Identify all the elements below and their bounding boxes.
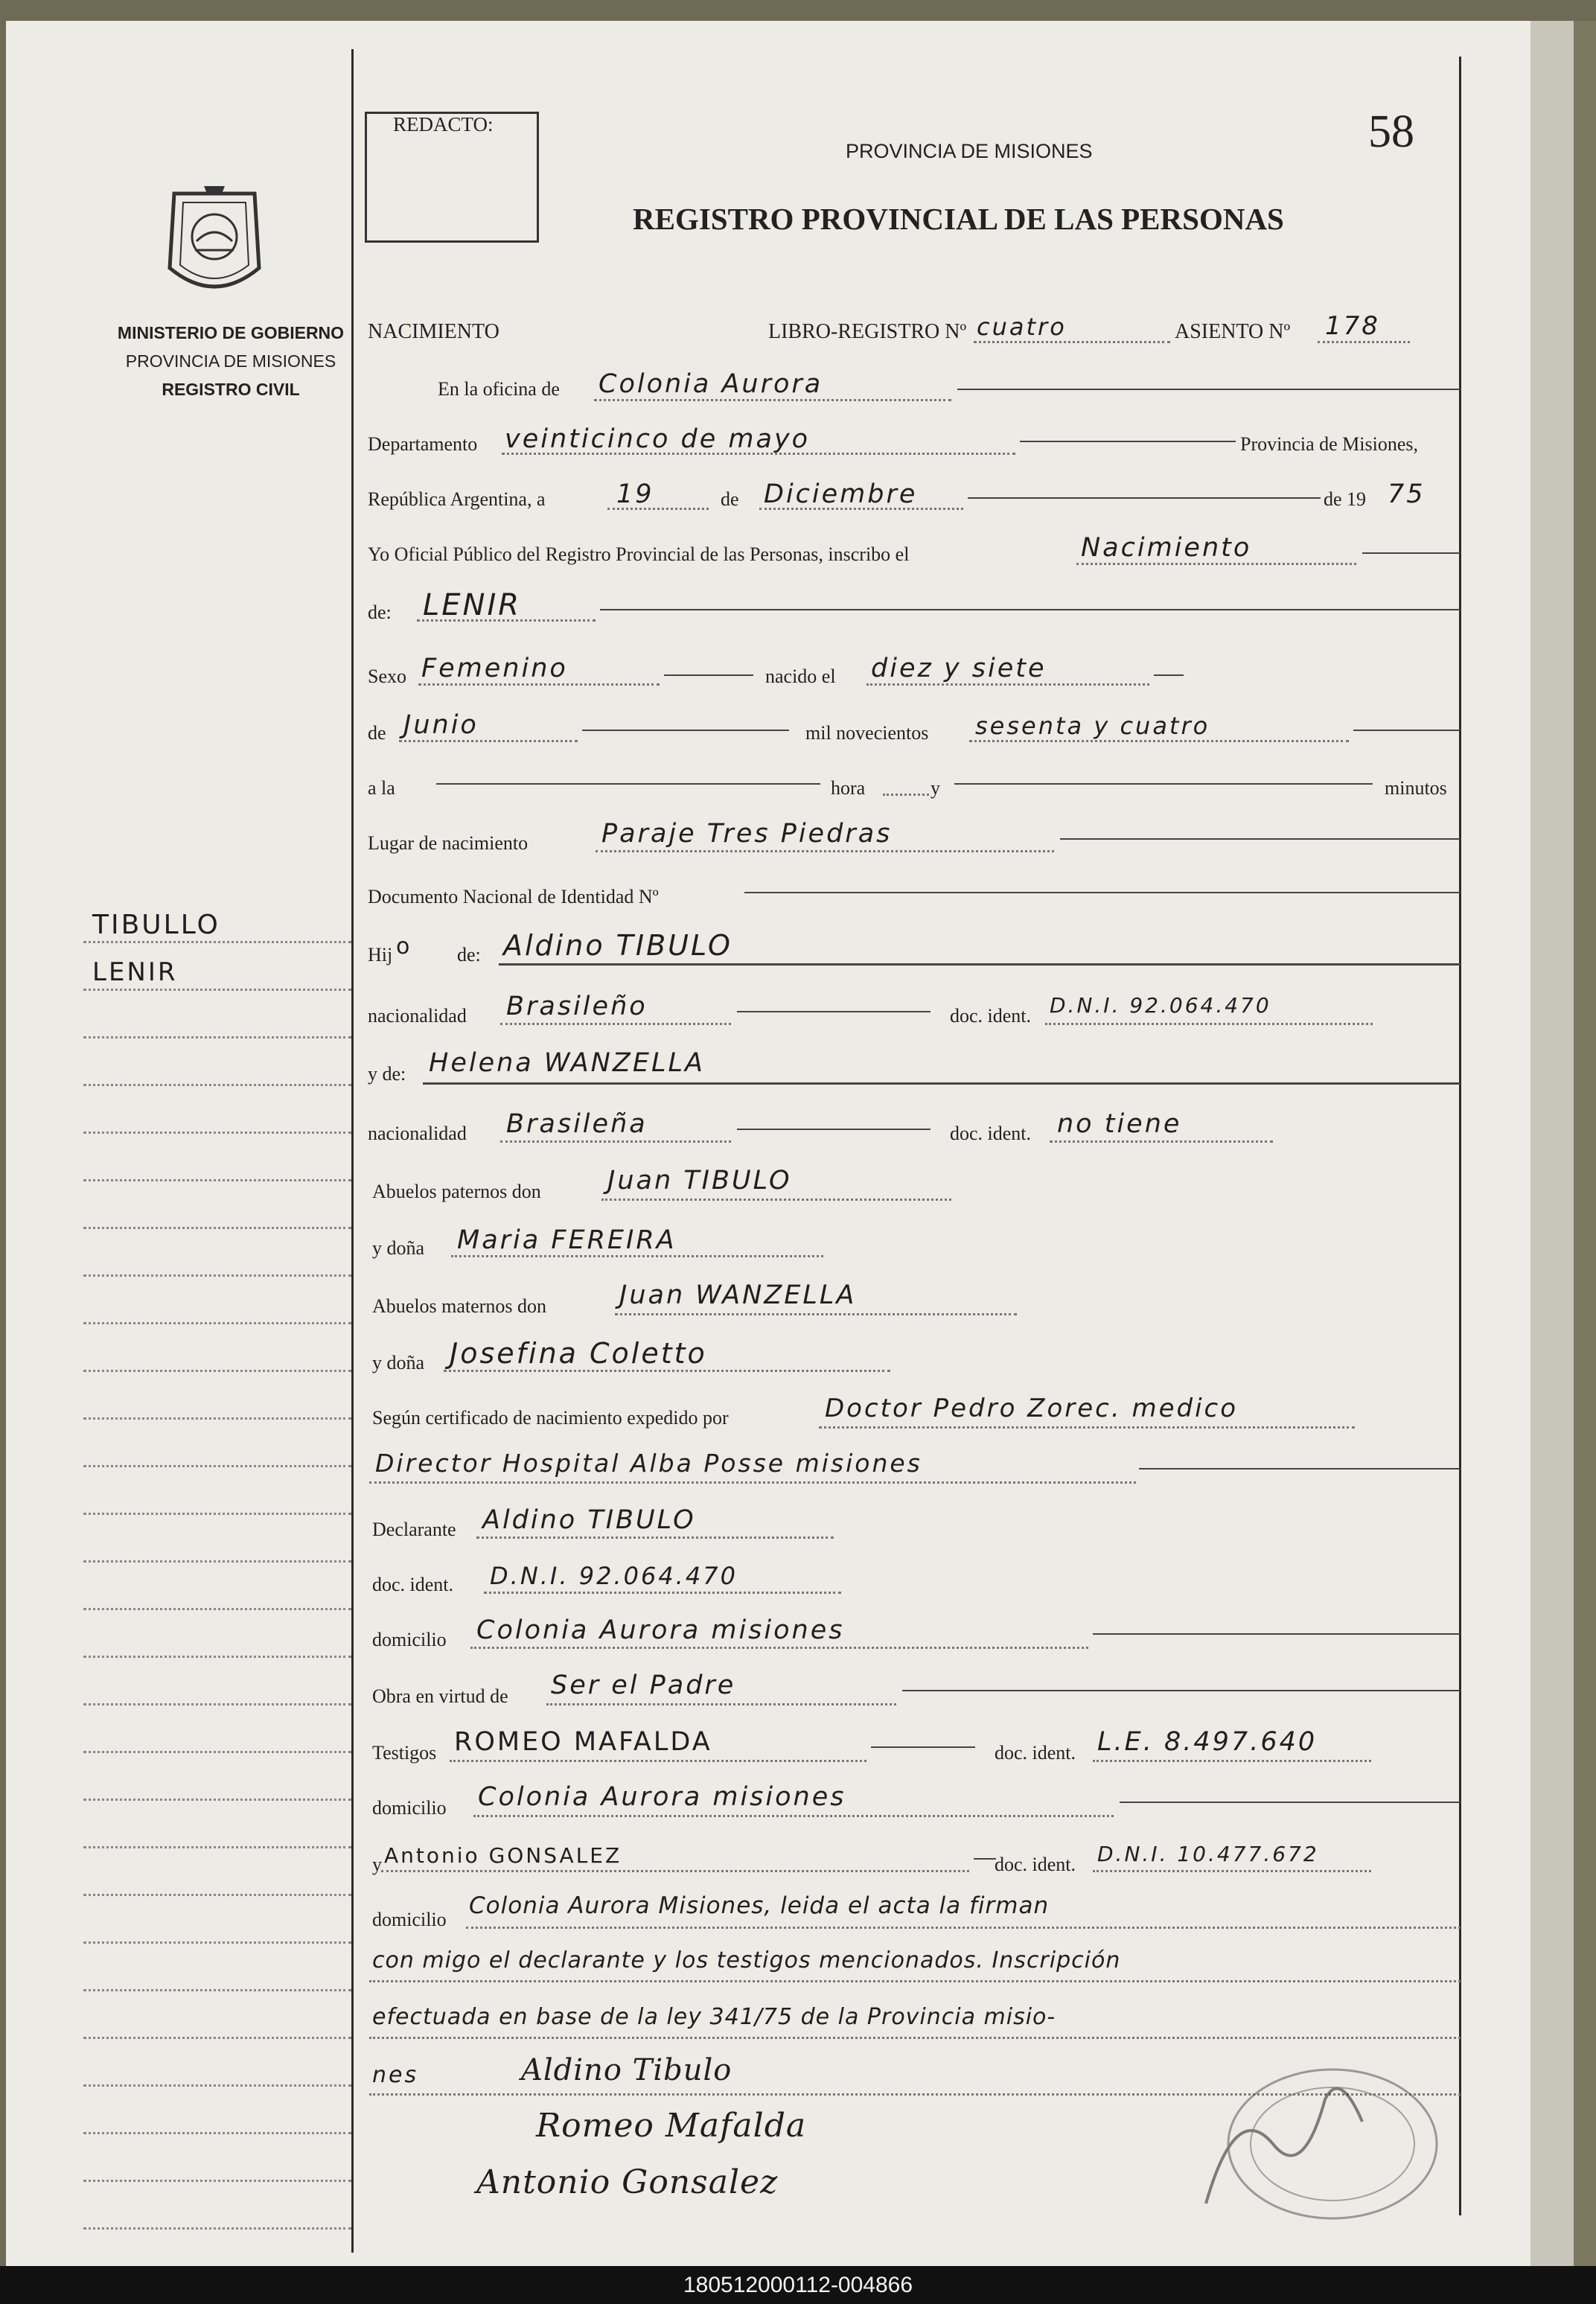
- margin-line: [83, 1322, 351, 1324]
- field-line: [444, 1370, 890, 1372]
- domicilio-label: domicilio: [372, 1629, 447, 1650]
- nota-line4: nes: [372, 2062, 419, 2088]
- dni-label: Documento Nacional de Identidad Nº: [368, 886, 659, 907]
- mes-nac-value: Junio: [403, 710, 479, 740]
- de-label: de: [721, 488, 739, 510]
- padre-nac-value: Brasileño: [506, 992, 648, 1021]
- fill-line: [423, 1082, 1461, 1085]
- sexo-value: Femenino: [421, 654, 568, 683]
- fill-line: [436, 783, 820, 785]
- margin-line: [83, 1989, 351, 1991]
- fill-line: [600, 609, 1461, 610]
- oficial-value: Nacimiento: [1081, 533, 1252, 563]
- dia-value: 19: [616, 479, 654, 509]
- margin-line: [83, 1751, 351, 1753]
- testigo1-value: ROMEO MAFALDA: [454, 1727, 712, 1757]
- field-line: [369, 2037, 1461, 2039]
- record-type: NACIMIENTO: [368, 320, 499, 343]
- margin-line: [83, 1179, 351, 1181]
- field-line: [594, 399, 951, 401]
- ministry-line3: REGISTRO CIVIL: [162, 380, 300, 399]
- binding-edge: [1574, 21, 1596, 2266]
- asiento-label: ASIENTO Nº: [1175, 320, 1291, 343]
- hora-label: hora: [831, 777, 866, 799]
- libro-label: LIBRO-REGISTRO Nº: [768, 320, 967, 343]
- field-line: [969, 740, 1349, 742]
- province-title: PROVINCIA DE MISIONES: [846, 140, 1093, 162]
- mil-value: sesenta y cuatro: [975, 712, 1210, 740]
- fill-line: [957, 389, 1461, 390]
- madre-doc-value: no tiene: [1057, 1109, 1182, 1139]
- field-line: [607, 508, 709, 510]
- ministry-line1: MINISTERIO DE GOBIERNO: [117, 323, 345, 342]
- testigo1-doc-value: L.E. 8.497.640: [1097, 1727, 1318, 1757]
- testigo2-doc-value: D.N.I. 10.477.672: [1097, 1842, 1319, 1866]
- field-line: [418, 683, 660, 686]
- margin-line: [83, 941, 351, 943]
- margin-line: [83, 2132, 351, 2134]
- field-line: [615, 1313, 1017, 1315]
- field-line: [596, 850, 1054, 852]
- libro-value: cuatro: [977, 313, 1067, 341]
- margin-line: [83, 2227, 351, 2230]
- margin-line: [83, 1799, 351, 1801]
- docident-label: doc. ident.: [995, 1742, 1076, 1764]
- page-number: 58: [1368, 106, 1414, 157]
- margin-line: [83, 1465, 351, 1467]
- docident-label: doc. ident.: [950, 1123, 1032, 1144]
- margin-line: [83, 1132, 351, 1134]
- margin-line: [83, 989, 351, 991]
- fill-line: [871, 1746, 975, 1748]
- declarante-dom-value: Colonia Aurora misiones: [476, 1615, 845, 1645]
- docident-label: doc. ident.: [950, 1005, 1032, 1027]
- field-line: [470, 1647, 1088, 1649]
- field-line: [819, 1426, 1355, 1429]
- madre-value: Helena WANZELLA: [429, 1048, 705, 1078]
- de4-label: de:: [457, 944, 481, 966]
- field-line: [601, 1199, 951, 1201]
- yde-label: y de:: [368, 1063, 406, 1085]
- fill-line: [582, 730, 789, 731]
- fill-line: [499, 963, 1461, 966]
- margin-line: [83, 1227, 351, 1229]
- field-line: [381, 1870, 969, 1872]
- fill-line: [1362, 552, 1461, 554]
- province-seal-icon: [159, 179, 269, 301]
- abuelo-mat-value: Juan WANZELLA: [619, 1280, 857, 1310]
- fill-line: [664, 674, 753, 676]
- madre-nac-value: Brasileña: [506, 1109, 648, 1139]
- nac-label: nacionalidad: [368, 1005, 467, 1027]
- mil-label: mil novecientos: [805, 722, 929, 744]
- fill-line: [1093, 1633, 1461, 1635]
- field-line: [759, 508, 963, 510]
- footer-id: 180512000112-004866: [0, 2266, 1596, 2304]
- margin-line: [83, 1370, 351, 1372]
- lugar-value: Paraje Tres Piedras: [601, 819, 893, 849]
- margin-line: [83, 1941, 351, 1944]
- mes-value: Diciembre: [764, 479, 918, 509]
- de2-label: de:: [368, 601, 392, 623]
- fill-line: [974, 1858, 996, 1860]
- padre-doc-value: D.N.I. 92.064.470: [1050, 993, 1271, 1018]
- nacido-value: diez y siete: [871, 654, 1047, 683]
- margin-line: [83, 1560, 351, 1563]
- field-line: [500, 1023, 731, 1025]
- margin-line: [83, 1656, 351, 1658]
- fill-line: [1154, 674, 1184, 676]
- abuela-pat-value: Maria FEREIRA: [457, 1225, 677, 1255]
- certificado-value2: Director Hospital Alba Posse misiones: [375, 1449, 922, 1478]
- nombre-value: LENIR: [423, 588, 522, 622]
- testigo2-dom-value: Colonia Aurora Misiones, leida el acta la firman: [469, 1892, 1050, 1919]
- field-line: [369, 1481, 1136, 1484]
- lugar-label: Lugar de nacimiento: [368, 832, 529, 854]
- declarante-value: Aldino TIBULO: [482, 1505, 696, 1535]
- field-line: [1076, 563, 1356, 565]
- margin-line: [83, 1846, 351, 1848]
- field-line: [883, 794, 929, 796]
- domicilio-label: domicilio: [372, 1909, 447, 1930]
- docident-label: doc. ident.: [372, 1574, 454, 1595]
- signature-testigo1: Romeo Mafalda: [536, 2107, 807, 2145]
- asiento-value: 178: [1325, 311, 1380, 341]
- margin-line: [83, 1608, 351, 1610]
- field-line: [466, 1927, 1461, 1929]
- registry-title: REGISTRO PROVINCIAL DE LAS PERSONAS: [633, 202, 1284, 236]
- hijo-label: Hij: [368, 944, 393, 966]
- fill-line: [744, 892, 1461, 893]
- abuela-mat-value: Josefina Coletto: [450, 1337, 707, 1370]
- docident-label: doc. ident.: [995, 1854, 1076, 1875]
- oficina-label: En la oficina de: [438, 378, 560, 400]
- field-line: [450, 1760, 866, 1762]
- obra-label: Obra en virtud de: [372, 1685, 508, 1707]
- margin-line: [83, 2180, 351, 2182]
- testigo1-dom-value: Colonia Aurora misiones: [478, 1782, 846, 1812]
- declarante-doc-value: D.N.I. 92.064.470: [490, 1562, 738, 1590]
- field-line: [369, 1980, 1461, 1982]
- nota-line3: efectuada en base de la ley 341/75 de la Provincia misio-: [372, 2004, 1056, 2030]
- certificado-label: Según certificado de nacimiento expedido por: [372, 1407, 729, 1429]
- redacto-label: REDACTO:: [393, 113, 494, 135]
- de3-label: de: [368, 722, 386, 744]
- official-stamp-icon: [1191, 2055, 1444, 2233]
- fill-line: [1353, 730, 1461, 731]
- right-rule: [1459, 57, 1461, 2215]
- y-label: y: [931, 777, 940, 799]
- obra-value: Ser el Padre: [551, 1670, 736, 1700]
- sexo-label: Sexo: [368, 666, 406, 687]
- margin-line: [83, 2037, 351, 2039]
- testigos-label: Testigos: [372, 1742, 437, 1764]
- abuelos-mat-label: Abuelos maternos don: [372, 1295, 546, 1317]
- y-testigo-label: y: [372, 1854, 382, 1875]
- field-line: [1093, 1760, 1371, 1762]
- testigo2-value: Antonio GONSALEZ: [384, 1843, 622, 1868]
- departamento-label: Departamento: [368, 433, 478, 455]
- anio-prefix: de 19: [1324, 488, 1367, 510]
- field-line: [1093, 1870, 1371, 1872]
- ala-label: a la: [368, 777, 395, 799]
- fill-line: [737, 1011, 931, 1012]
- abuelos-pat-label: Abuelos paternos don: [372, 1181, 541, 1202]
- hijo-suffix: o: [396, 934, 412, 960]
- field-line: [1045, 1023, 1373, 1025]
- provincia-label: Provincia de Misiones,: [1240, 433, 1419, 455]
- oficina-value: Colonia Aurora: [598, 369, 823, 399]
- nacido-label: nacido el: [765, 666, 836, 687]
- margin-surname: TIBULLO: [92, 910, 220, 940]
- signature-testigo2: Antonio Gonsalez: [476, 2163, 779, 2201]
- ministry-line2: PROVINCIA DE MISIONES: [125, 351, 336, 371]
- field-line: [500, 1140, 731, 1143]
- republica-label: República Argentina, a: [368, 488, 546, 510]
- field-line: [451, 1255, 823, 1257]
- fill-line: [902, 1690, 1461, 1691]
- abuelo-pat-value: Juan TIBULO: [607, 1166, 792, 1196]
- fill-line: [1139, 1468, 1461, 1469]
- minutos-label: minutos: [1385, 777, 1447, 799]
- field-line: [546, 1703, 896, 1705]
- margin-name: LENIR: [92, 957, 178, 987]
- nota-line2: con migo el declarante y los testigos mencionados. Inscripción: [372, 1947, 1121, 1973]
- fill-line: [1020, 441, 1236, 442]
- field-line: [476, 1536, 834, 1539]
- field-line: [484, 1592, 841, 1594]
- declarante-label: Declarante: [372, 1519, 456, 1540]
- field-line: [1050, 1140, 1273, 1143]
- margin-line: [83, 1036, 351, 1038]
- field-line: [417, 619, 596, 622]
- oficial-label: Yo Oficial Público del Registro Provincial de las Personas, inscribo el: [368, 543, 910, 565]
- ydona-label: y doña: [372, 1352, 425, 1373]
- margin-line: [83, 1894, 351, 1896]
- field-line: [866, 683, 1149, 686]
- margin-line: [83, 2084, 351, 2087]
- certificado-value: Doctor Pedro Zorec. medico: [825, 1394, 1239, 1423]
- nac-label: nacionalidad: [368, 1123, 467, 1144]
- field-line: [974, 341, 1170, 343]
- padre-value: Aldino TIBULO: [503, 929, 732, 962]
- field-line: [399, 740, 578, 742]
- margin-line: [83, 1084, 351, 1086]
- fill-line: [1120, 1802, 1461, 1803]
- margin-line: [83, 1274, 351, 1277]
- fill-line: [1060, 838, 1461, 840]
- field-line: [473, 1815, 1114, 1817]
- margin-line: [83, 1703, 351, 1705]
- departamento-value: veinticinco de mayo: [505, 424, 811, 454]
- anio-value: 75: [1388, 479, 1426, 509]
- ydona-label: y doña: [372, 1237, 425, 1259]
- fill-line: [954, 783, 1373, 785]
- signature-declarante: Aldino Tibulo: [521, 2053, 732, 2087]
- page-edge: [1530, 21, 1574, 2266]
- margin-line: [83, 1513, 351, 1515]
- field-line: [1318, 341, 1410, 343]
- margin-line: [83, 1417, 351, 1420]
- field-line: [502, 453, 1015, 455]
- domicilio-label: domicilio: [372, 1797, 447, 1819]
- fill-line: [737, 1129, 931, 1130]
- fill-line: [968, 497, 1321, 499]
